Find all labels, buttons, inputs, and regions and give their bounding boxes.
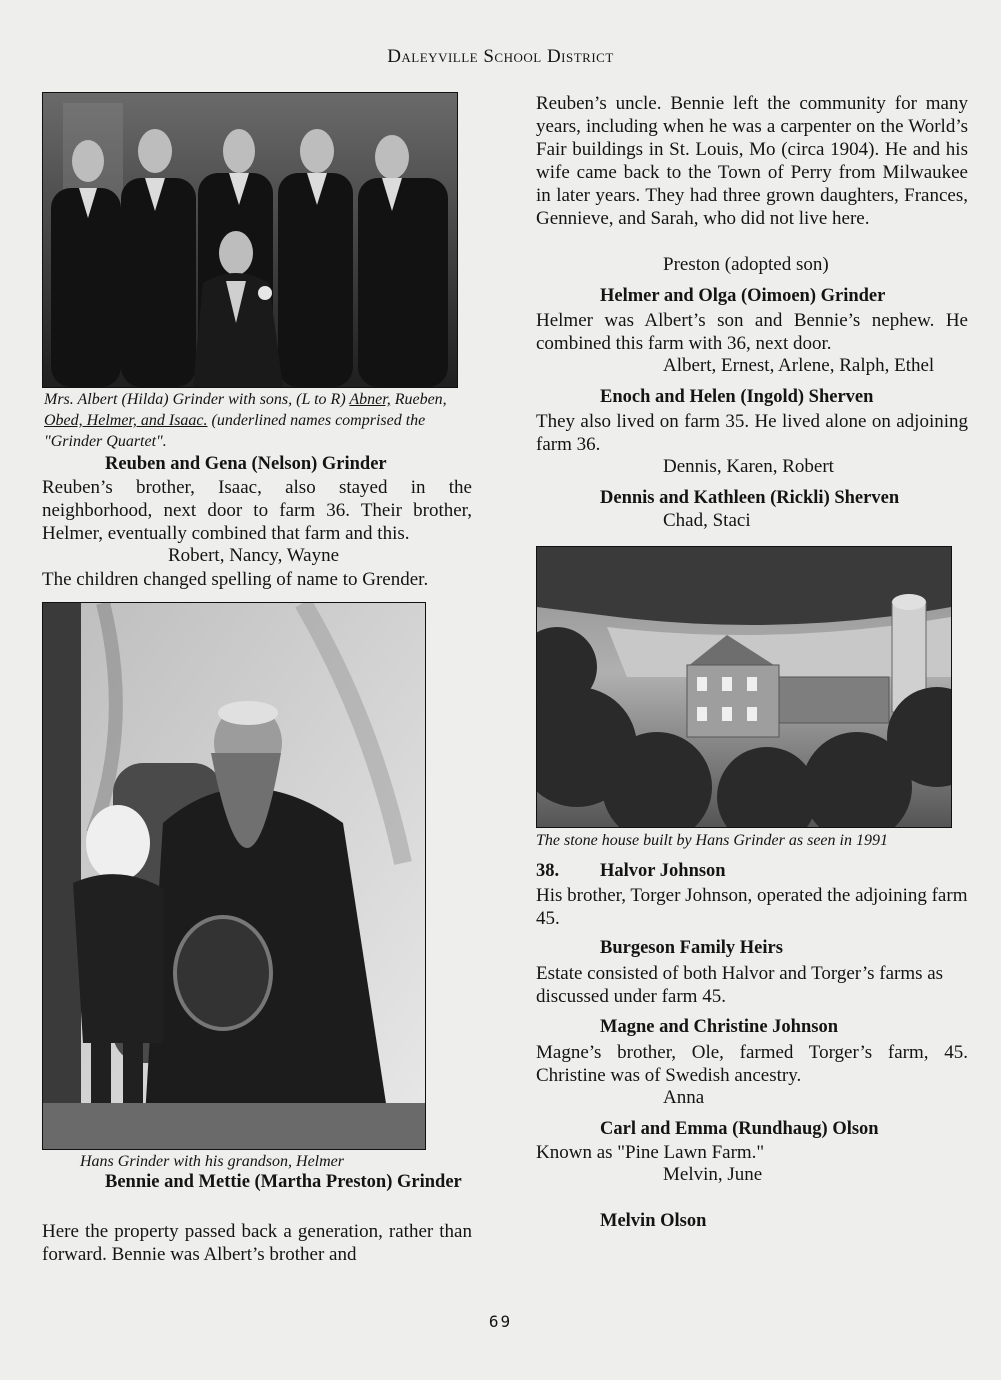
reuben-text: Reuben’s brother, Isaac, also stayed in the neighborhood, next door to farm 36. Their brother, Helmer, eventually combined that farm and this. [42,477,472,544]
helmer-text: Helmer was Albert’s son and Bennie’s nephew. He combined this farm with 36, next door. [536,310,968,354]
farm-number: 38. [536,861,560,881]
enoch-heading: Enoch and Helen (Ingold) Sherven [600,387,874,407]
caption-text: Rueben, [390,391,447,408]
carl-heading: Carl and Emma (Rundhaug) Olson [600,1119,879,1139]
hans-grinder-photo [42,602,426,1150]
preston-name: Preston (adopted son) [663,254,829,275]
reuben-heading: Reuben and Gena (Nelson) Grinder [105,454,387,474]
bennie-continued-text: Reuben’s uncle. Bennie left the community for many years, including when he was a carpenter on the World’s Fair buildings in St. Louis, Mo (circa 1904). He and his wife came back to the Town of Perry from Milwaukee in later years. They had three grown daughters, Frances, Gennieve, and Sarah, who did not live here. [536,93,968,229]
caption-text: (underlined names comprised the "Grinder Quartet". [44,412,426,450]
caption-underlined-names: Obed, Helmer, and Isaac. [44,412,208,429]
family-photo-caption [44,389,464,452]
dennis-children: Chad, Staci [663,510,751,531]
burgeson-heading: Burgeson Family Heirs [600,938,783,958]
enoch-children: Dennis, Karen, Robert [663,456,834,477]
magne-heading: Magne and Christine Johnson [600,1017,838,1037]
enoch-text: They also lived on farm 35. He lived alone on adjoining farm 36. [536,411,968,455]
caption-underlined-name: Abner, [349,391,391,408]
caption-text: Mrs. Albert (Hilda) Grinder with sons, (L to R) [44,391,350,408]
page-header: Daleyville School District [387,46,614,67]
carl-text: Known as "Pine Lawn Farm." [536,1142,765,1163]
magne-children: Anna [663,1087,705,1108]
magne-text: Magne’s brother, Ole, farmed Torger’s farm, 45. Christine was of Swedish ancestry. [536,1042,968,1086]
hans-photo-caption: Hans Grinder with his grandson, Helmer [80,1153,345,1170]
reuben-note: The children changed spelling of name to Grender. [42,569,429,590]
helmer-children: Albert, Ernest, Arlene, Ralph, Ethel [663,355,935,376]
page-number: 69 [488,1312,513,1331]
melvin-heading: Melvin Olson [600,1211,707,1231]
stone-house-photo [536,546,952,828]
dennis-heading: Dennis and Kathleen (Rickli) Sherven [600,488,900,508]
reuben-children: Robert, Nancy, Wayne [168,545,339,566]
bennie-text: Here the property passed back a generation, rather than forward. Bennie was Albert’s brother and [42,1221,472,1265]
halvor-text: His brother, Torger Johnson, operated the adjoining farm 45. [536,885,968,929]
burgeson-text: Estate consisted of both Halvor and Torger’s farms as discussed under farm 45. [536,963,944,1007]
house-photo-caption: The stone house built by Hans Grinder as seen in 1991 [536,832,888,849]
carl-children: Melvin, June [663,1164,763,1185]
bennie-heading-text: Bennie and Mettie (Martha Preston) Grinder [105,1172,462,1192]
bennie-heading [105,1172,471,1193]
helmer-heading: Helmer and Olga (Oimoen) Grinder [600,286,886,306]
halvor-heading: Halvor Johnson [600,861,726,881]
grinder-family-photo [42,92,458,388]
